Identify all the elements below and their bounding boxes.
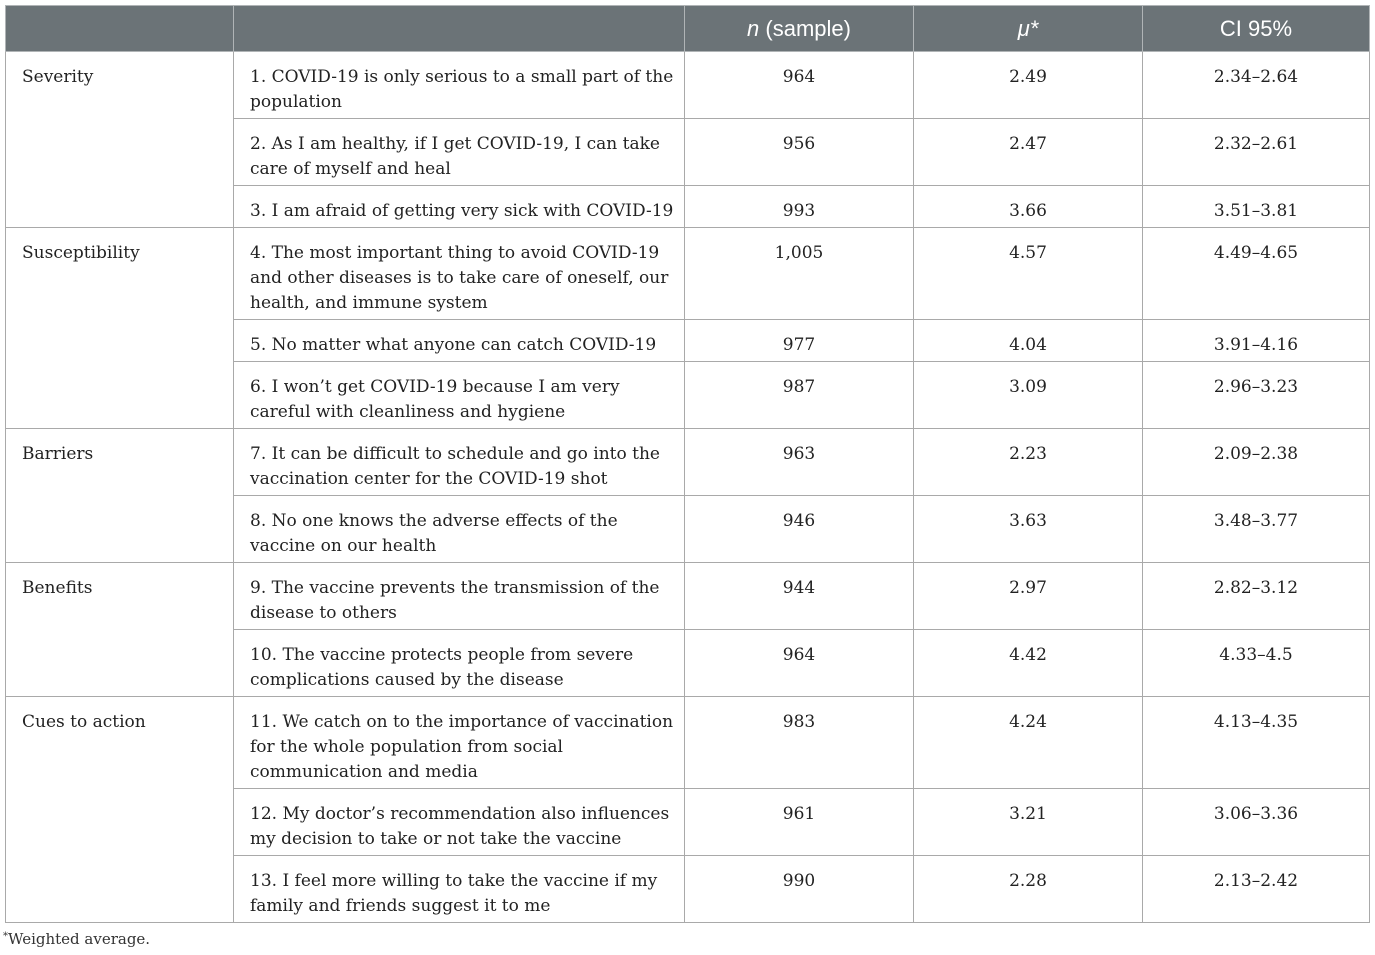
item-cell: 3. I am afraid of getting very sick with COVID-19 xyxy=(234,186,685,228)
ci-cell: 3.48–3.77 xyxy=(1143,496,1370,563)
category-cell: Barriers xyxy=(6,429,234,563)
ci-cell: 2.82–3.12 xyxy=(1143,563,1370,630)
item-cell: 9. The vaccine prevents the transmission of the disease to others xyxy=(234,563,685,630)
n-cell: 964 xyxy=(685,630,914,697)
category-cell: Cues to action xyxy=(6,697,234,923)
header-n-letter: n xyxy=(747,15,760,41)
table-row xyxy=(6,228,1370,320)
table-header xyxy=(6,6,1370,52)
results-table xyxy=(5,5,1370,923)
table-row xyxy=(6,697,1370,789)
footnote-marker: * xyxy=(3,931,8,942)
mu-cell: 2.28 xyxy=(914,856,1143,923)
ci-cell: 4.33–4.5 xyxy=(1143,630,1370,697)
n-cell: 956 xyxy=(685,119,914,186)
ci-cell: 2.96–3.23 xyxy=(1143,362,1370,429)
table-row xyxy=(6,563,1370,630)
item-cell: 12. My doctor’s recommendation also influences my decision to take or not take the vaccine xyxy=(234,789,685,856)
n-cell: 983 xyxy=(685,697,914,789)
mu-cell: 3.63 xyxy=(914,496,1143,563)
item-cell: 7. It can be difficult to schedule and go into the vaccination center for the COVID-19 shot xyxy=(234,429,685,496)
item-cell: 11. We catch on to the importance of vaccination for the whole population from social communication and media xyxy=(234,697,685,789)
mu-cell: 3.21 xyxy=(914,789,1143,856)
item-cell: 2. As I am healthy, if I get COVID-19, I can take care of myself and heal xyxy=(234,119,685,186)
header-item xyxy=(234,6,685,52)
ci-cell: 2.32–2.61 xyxy=(1143,119,1370,186)
n-cell: 946 xyxy=(685,496,914,563)
table-row xyxy=(6,52,1370,119)
ci-cell: 2.34–2.64 xyxy=(1143,52,1370,119)
n-cell: 993 xyxy=(685,186,914,228)
n-cell: 977 xyxy=(685,320,914,362)
n-cell: 1,005 xyxy=(685,228,914,320)
mu-cell: 4.04 xyxy=(914,320,1143,362)
mu-cell: 2.47 xyxy=(914,119,1143,186)
mu-cell: 3.66 xyxy=(914,186,1143,228)
category-cell: Benefits xyxy=(6,563,234,697)
mu-cell: 4.57 xyxy=(914,228,1143,320)
ci-cell: 3.51–3.81 xyxy=(1143,186,1370,228)
footnote-text: Weighted average. xyxy=(8,930,151,948)
ci-cell: 2.13–2.42 xyxy=(1143,856,1370,923)
header-n-sample xyxy=(685,6,914,52)
ci-cell: 3.06–3.36 xyxy=(1143,789,1370,856)
mu-cell: 3.09 xyxy=(914,362,1143,429)
item-cell: 10. The vaccine protects people from severe complications caused by the disease xyxy=(234,630,685,697)
n-cell: 990 xyxy=(685,856,914,923)
item-cell: 13. I feel more willing to take the vaccine if my family and friends suggest it to me xyxy=(234,856,685,923)
category-cell: Susceptibility xyxy=(6,228,234,429)
n-cell: 987 xyxy=(685,362,914,429)
table-footnote xyxy=(3,930,150,948)
header-category xyxy=(6,6,234,52)
ci-cell: 3.91–4.16 xyxy=(1143,320,1370,362)
item-cell: 1. COVID-19 is only serious to a small part of the population xyxy=(234,52,685,119)
mu-cell: 4.24 xyxy=(914,697,1143,789)
item-cell: 4. The most important thing to avoid COVID-19 and other diseases is to take care of oneself, our health, and immune system xyxy=(234,228,685,320)
mu-cell: 2.97 xyxy=(914,563,1143,630)
ci-cell: 4.49–4.65 xyxy=(1143,228,1370,320)
category-cell: Severity xyxy=(6,52,234,228)
mu-cell: 4.42 xyxy=(914,630,1143,697)
n-cell: 964 xyxy=(685,52,914,119)
header-n-suffix: (sample) xyxy=(759,15,851,41)
header-mu-label: μ* xyxy=(1017,15,1039,41)
ci-cell: 2.09–2.38 xyxy=(1143,429,1370,496)
mu-cell: 2.49 xyxy=(914,52,1143,119)
header-row xyxy=(6,6,1370,52)
ci-cell: 4.13–4.35 xyxy=(1143,697,1370,789)
header-ci: CI 95% xyxy=(1143,6,1370,52)
n-cell: 944 xyxy=(685,563,914,630)
table-body xyxy=(6,52,1370,923)
n-cell: 963 xyxy=(685,429,914,496)
item-cell: 6. I won’t get COVID-19 because I am very careful with cleanliness and hygiene xyxy=(234,362,685,429)
item-cell: 8. No one knows the adverse effects of the vaccine on our health xyxy=(234,496,685,563)
n-cell: 961 xyxy=(685,789,914,856)
table-row xyxy=(6,429,1370,496)
header-mu xyxy=(914,6,1143,52)
item-cell: 5. No matter what anyone can catch COVID-19 xyxy=(234,320,685,362)
mu-cell: 2.23 xyxy=(914,429,1143,496)
